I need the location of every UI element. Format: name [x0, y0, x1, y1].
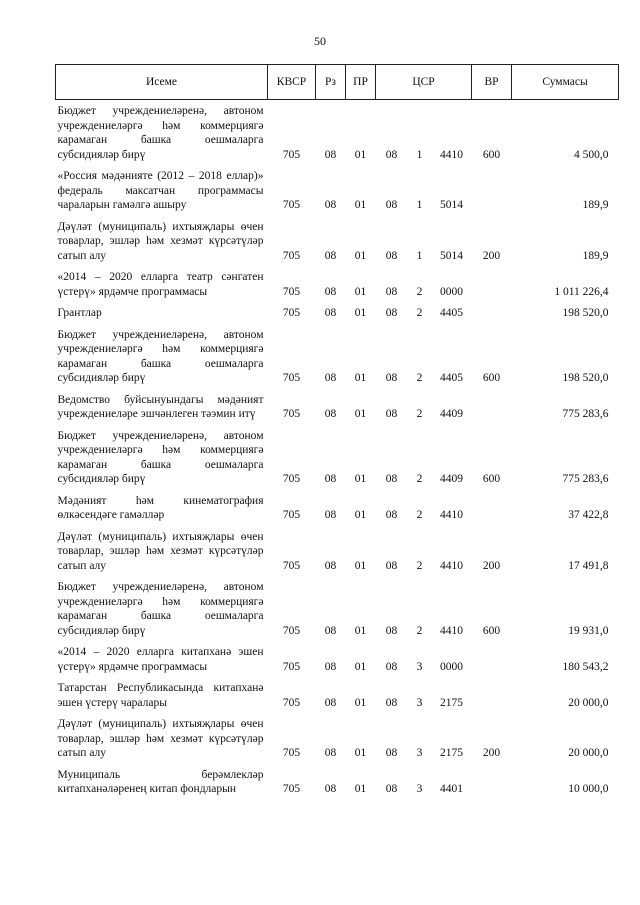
cell-csr-2: 2 — [416, 624, 423, 637]
header-row — [56, 65, 619, 100]
cell-vr — [472, 165, 512, 216]
cell-sum: 20 000,0 — [568, 696, 609, 709]
cell-sum: 37 422,8 — [568, 509, 609, 521]
cell-csr-3: 4410 — [440, 509, 464, 521]
cell-rz: 08 — [324, 783, 337, 795]
cell-pr: 01 — [354, 307, 367, 319]
cell-rz: 08 — [324, 559, 337, 572]
cell-sum: 10 000,0 — [568, 783, 609, 795]
header-rz: Рз — [316, 65, 346, 100]
cell-csr-3: 0000 — [440, 660, 464, 673]
cell-vr — [472, 389, 512, 425]
cell-vr — [472, 764, 512, 800]
cell-vr — [472, 641, 512, 677]
cell-vr: 600 — [482, 473, 501, 485]
cell-vr: 200 — [482, 249, 501, 262]
cell-rz: 08 — [324, 285, 337, 298]
cell-csr-3: 4410 — [440, 148, 464, 161]
cell-kvsr: 705 — [282, 747, 301, 759]
cell-name: «2014 – 2020 елларга театр сәнгатен үстерү» ярдәмче программасы — [57, 271, 264, 298]
cell-kvsr: 705 — [282, 249, 301, 262]
header-pr: ПР — [346, 65, 376, 100]
cell-kvsr: 705 — [282, 473, 301, 485]
cell-csr-3: 5014 — [440, 249, 464, 262]
cell-kvsr: 705 — [282, 559, 301, 572]
cell-csr-2: 1 — [416, 249, 423, 262]
cell-vr: 200 — [482, 747, 501, 759]
cell-rz: 08 — [324, 660, 337, 673]
cell-csr-1: 08 — [385, 285, 398, 298]
cell-kvsr: 705 — [282, 696, 301, 709]
cell-name: «2014 – 2020 елларга китапханә эшен үстерү» ярдәмче программасы — [57, 646, 264, 673]
table-row — [56, 100, 619, 166]
cell-kvsr: 705 — [282, 148, 301, 161]
cell-csr-1: 08 — [385, 660, 398, 673]
cell-name: Дәүләт (муниципаль) ихтыяҗлары өчен товарлар, эшләр һәм хезмәт күрсәтүләр сатып алу — [57, 220, 264, 262]
header-vr: ВР — [472, 65, 512, 100]
cell-pr: 01 — [354, 660, 367, 673]
cell-csr-2: 3 — [416, 660, 423, 673]
cell-kvsr: 705 — [282, 783, 301, 795]
cell-csr-3: 2175 — [440, 696, 464, 709]
cell-sum: 189,9 — [582, 199, 609, 211]
cell-name: Мәдәният һәм кинематография өлкәсендәге гамәлләр — [57, 494, 264, 521]
cell-csr-1: 08 — [385, 473, 398, 485]
table-row — [56, 490, 619, 526]
cell-csr-1: 08 — [385, 624, 398, 637]
cell-rz: 08 — [324, 372, 337, 384]
cell-csr-1: 08 — [385, 559, 398, 572]
table-row — [56, 641, 619, 677]
table-row — [56, 165, 619, 216]
table-row — [56, 266, 619, 302]
cell-csr-2: 3 — [416, 696, 423, 709]
cell-csr-1: 08 — [385, 747, 398, 759]
cell-sum: 19 931,0 — [568, 624, 609, 637]
cell-vr — [472, 266, 512, 302]
cell-sum: 4 500,0 — [574, 148, 609, 161]
cell-csr-3: 5014 — [440, 199, 464, 211]
cell-vr: 600 — [482, 372, 501, 384]
cell-rz: 08 — [324, 509, 337, 521]
cell-sum: 189,9 — [582, 249, 609, 262]
cell-csr-2: 1 — [416, 148, 423, 161]
cell-pr: 01 — [354, 199, 367, 211]
cell-name: Муниципаль берәмлекләр китапханәләренең китап фондларын — [57, 768, 264, 795]
cell-name: Татарстан Республикасында китапханә эшен үстерү чаралары — [57, 682, 264, 709]
table-row — [56, 576, 619, 641]
cell-name: «Россия мәдәнияте (2012 – 2018 еллар)» федераль максатчан программасы чараларын гамәлгә ашыру — [57, 170, 264, 211]
cell-sum: 17 491,8 — [568, 559, 609, 572]
cell-rz: 08 — [324, 249, 337, 262]
table-row — [56, 713, 619, 764]
cell-sum: 198 520,0 — [562, 307, 609, 319]
cell-rz: 08 — [324, 696, 337, 709]
cell-kvsr: 705 — [282, 307, 301, 319]
cell-name: Ведомство буйсынуындагы мәдәният учреждениеләре эшчәнлеген тәэмин итү — [57, 393, 264, 420]
cell-kvsr: 705 — [282, 509, 301, 521]
header-name: Исеме — [56, 65, 268, 100]
cell-sum: 1 011 226,4 — [554, 285, 609, 298]
cell-csr-1: 08 — [385, 408, 398, 420]
cell-kvsr: 705 — [282, 624, 301, 637]
cell-pr: 01 — [354, 509, 367, 521]
cell-pr: 01 — [354, 624, 367, 637]
cell-csr-2: 2 — [416, 307, 423, 319]
cell-csr-2: 2 — [416, 559, 423, 572]
cell-csr-2: 2 — [416, 285, 423, 298]
cell-rz: 08 — [324, 148, 337, 161]
cell-kvsr: 705 — [282, 408, 301, 420]
cell-name: Бюджет учреждениеләренә, автоном учреждениеләргә һәм коммерциягә карамаган башка оешмаларга субсидияләр бирү — [57, 105, 264, 161]
table-row — [56, 389, 619, 425]
cell-csr-1: 08 — [385, 696, 398, 709]
table-row — [56, 764, 619, 800]
cell-vr — [472, 677, 512, 713]
cell-csr-1: 08 — [385, 372, 398, 384]
cell-csr-3: 4409 — [440, 473, 464, 485]
cell-kvsr: 705 — [282, 372, 301, 384]
cell-sum: 775 283,6 — [562, 473, 609, 485]
cell-name: Грантлар — [57, 307, 102, 319]
cell-csr-3: 4405 — [440, 307, 464, 319]
cell-vr — [472, 490, 512, 526]
cell-pr: 01 — [354, 285, 367, 298]
cell-rz: 08 — [324, 199, 337, 211]
cell-vr: 200 — [482, 559, 501, 572]
table-row — [56, 324, 619, 389]
cell-sum: 198 520,0 — [562, 372, 609, 384]
table-row — [56, 526, 619, 577]
cell-csr-1: 08 — [385, 148, 398, 161]
cell-pr: 01 — [354, 696, 367, 709]
cell-pr: 01 — [354, 783, 367, 795]
cell-sum: 180 543,2 — [562, 660, 609, 673]
cell-rz: 08 — [324, 473, 337, 485]
table-row — [56, 425, 619, 490]
table-row — [56, 302, 619, 324]
cell-csr-2: 2 — [416, 473, 423, 485]
cell-csr-3: 4410 — [440, 559, 464, 572]
cell-csr-1: 08 — [385, 783, 398, 795]
cell-name: Бюджет учреждениеләренә, автоном учреждениеләргә һәм коммерциягә карамаган башка оешмаларга субсидияләр бирү — [57, 429, 264, 485]
cell-pr: 01 — [354, 559, 367, 572]
cell-name: Бюджет учреждениеләренә, автоном учреждениеләргә һәм коммерциягә карамаган башка оешмаларга субсидияләр бирү — [57, 581, 264, 637]
cell-name: Бюджет учреждениеләренә, автоном учреждениеләргә һәм коммерциягә карамаган башка оешмаларга субсидияләр бирү — [57, 328, 264, 384]
cell-pr: 01 — [354, 408, 367, 420]
table-row — [56, 677, 619, 713]
cell-csr-3: 4401 — [440, 783, 464, 795]
cell-pr: 01 — [354, 747, 367, 759]
cell-sum: 20 000,0 — [568, 747, 609, 759]
cell-kvsr: 705 — [282, 199, 301, 211]
cell-pr: 01 — [354, 473, 367, 485]
cell-pr: 01 — [354, 148, 367, 161]
page-number: 50 — [314, 34, 326, 48]
cell-csr-3: 4410 — [440, 624, 464, 637]
cell-csr-1: 08 — [385, 307, 398, 319]
cell-csr-1: 08 — [385, 199, 398, 211]
cell-csr-2: 2 — [416, 509, 423, 521]
cell-rz: 08 — [324, 747, 337, 759]
cell-sum: 775 283,6 — [562, 408, 609, 420]
header-kvsr: КВСР — [268, 65, 316, 100]
cell-csr-3: 4405 — [440, 372, 464, 384]
cell-csr-1: 08 — [385, 509, 398, 521]
cell-csr-2: 1 — [416, 199, 423, 211]
table-row — [56, 216, 619, 267]
header-sum: Суммасы — [512, 65, 619, 100]
cell-csr-3: 2175 — [440, 747, 464, 759]
table-body — [56, 100, 619, 800]
cell-vr: 600 — [482, 148, 501, 161]
budget-table — [55, 64, 619, 800]
cell-pr: 01 — [354, 249, 367, 262]
cell-rz: 08 — [324, 408, 337, 420]
cell-csr-3: 4409 — [440, 408, 464, 420]
header-csr: ЦСР — [376, 65, 472, 100]
cell-vr: 600 — [482, 624, 501, 637]
cell-rz: 08 — [324, 307, 337, 319]
cell-kvsr: 705 — [282, 660, 301, 673]
cell-csr-1: 08 — [385, 249, 398, 262]
cell-csr-2: 2 — [416, 372, 423, 384]
cell-csr-3: 0000 — [440, 285, 464, 298]
cell-csr-2: 3 — [416, 747, 423, 759]
cell-vr — [472, 302, 512, 324]
cell-name: Дәүләт (муниципаль) ихтыяҗлары өчен товарлар, эшләр һәм хезмәт күрсәтүләр сатып алу — [57, 718, 264, 759]
cell-csr-2: 2 — [416, 408, 423, 420]
cell-pr: 01 — [354, 372, 367, 384]
cell-kvsr: 705 — [282, 285, 301, 298]
cell-csr-2: 3 — [416, 783, 423, 795]
cell-rz: 08 — [324, 624, 337, 637]
cell-name: Дәүләт (муниципаль) ихтыяҗлары өчен товарлар, эшләр һәм хезмәт күрсәтүләр сатып алу — [57, 530, 264, 572]
